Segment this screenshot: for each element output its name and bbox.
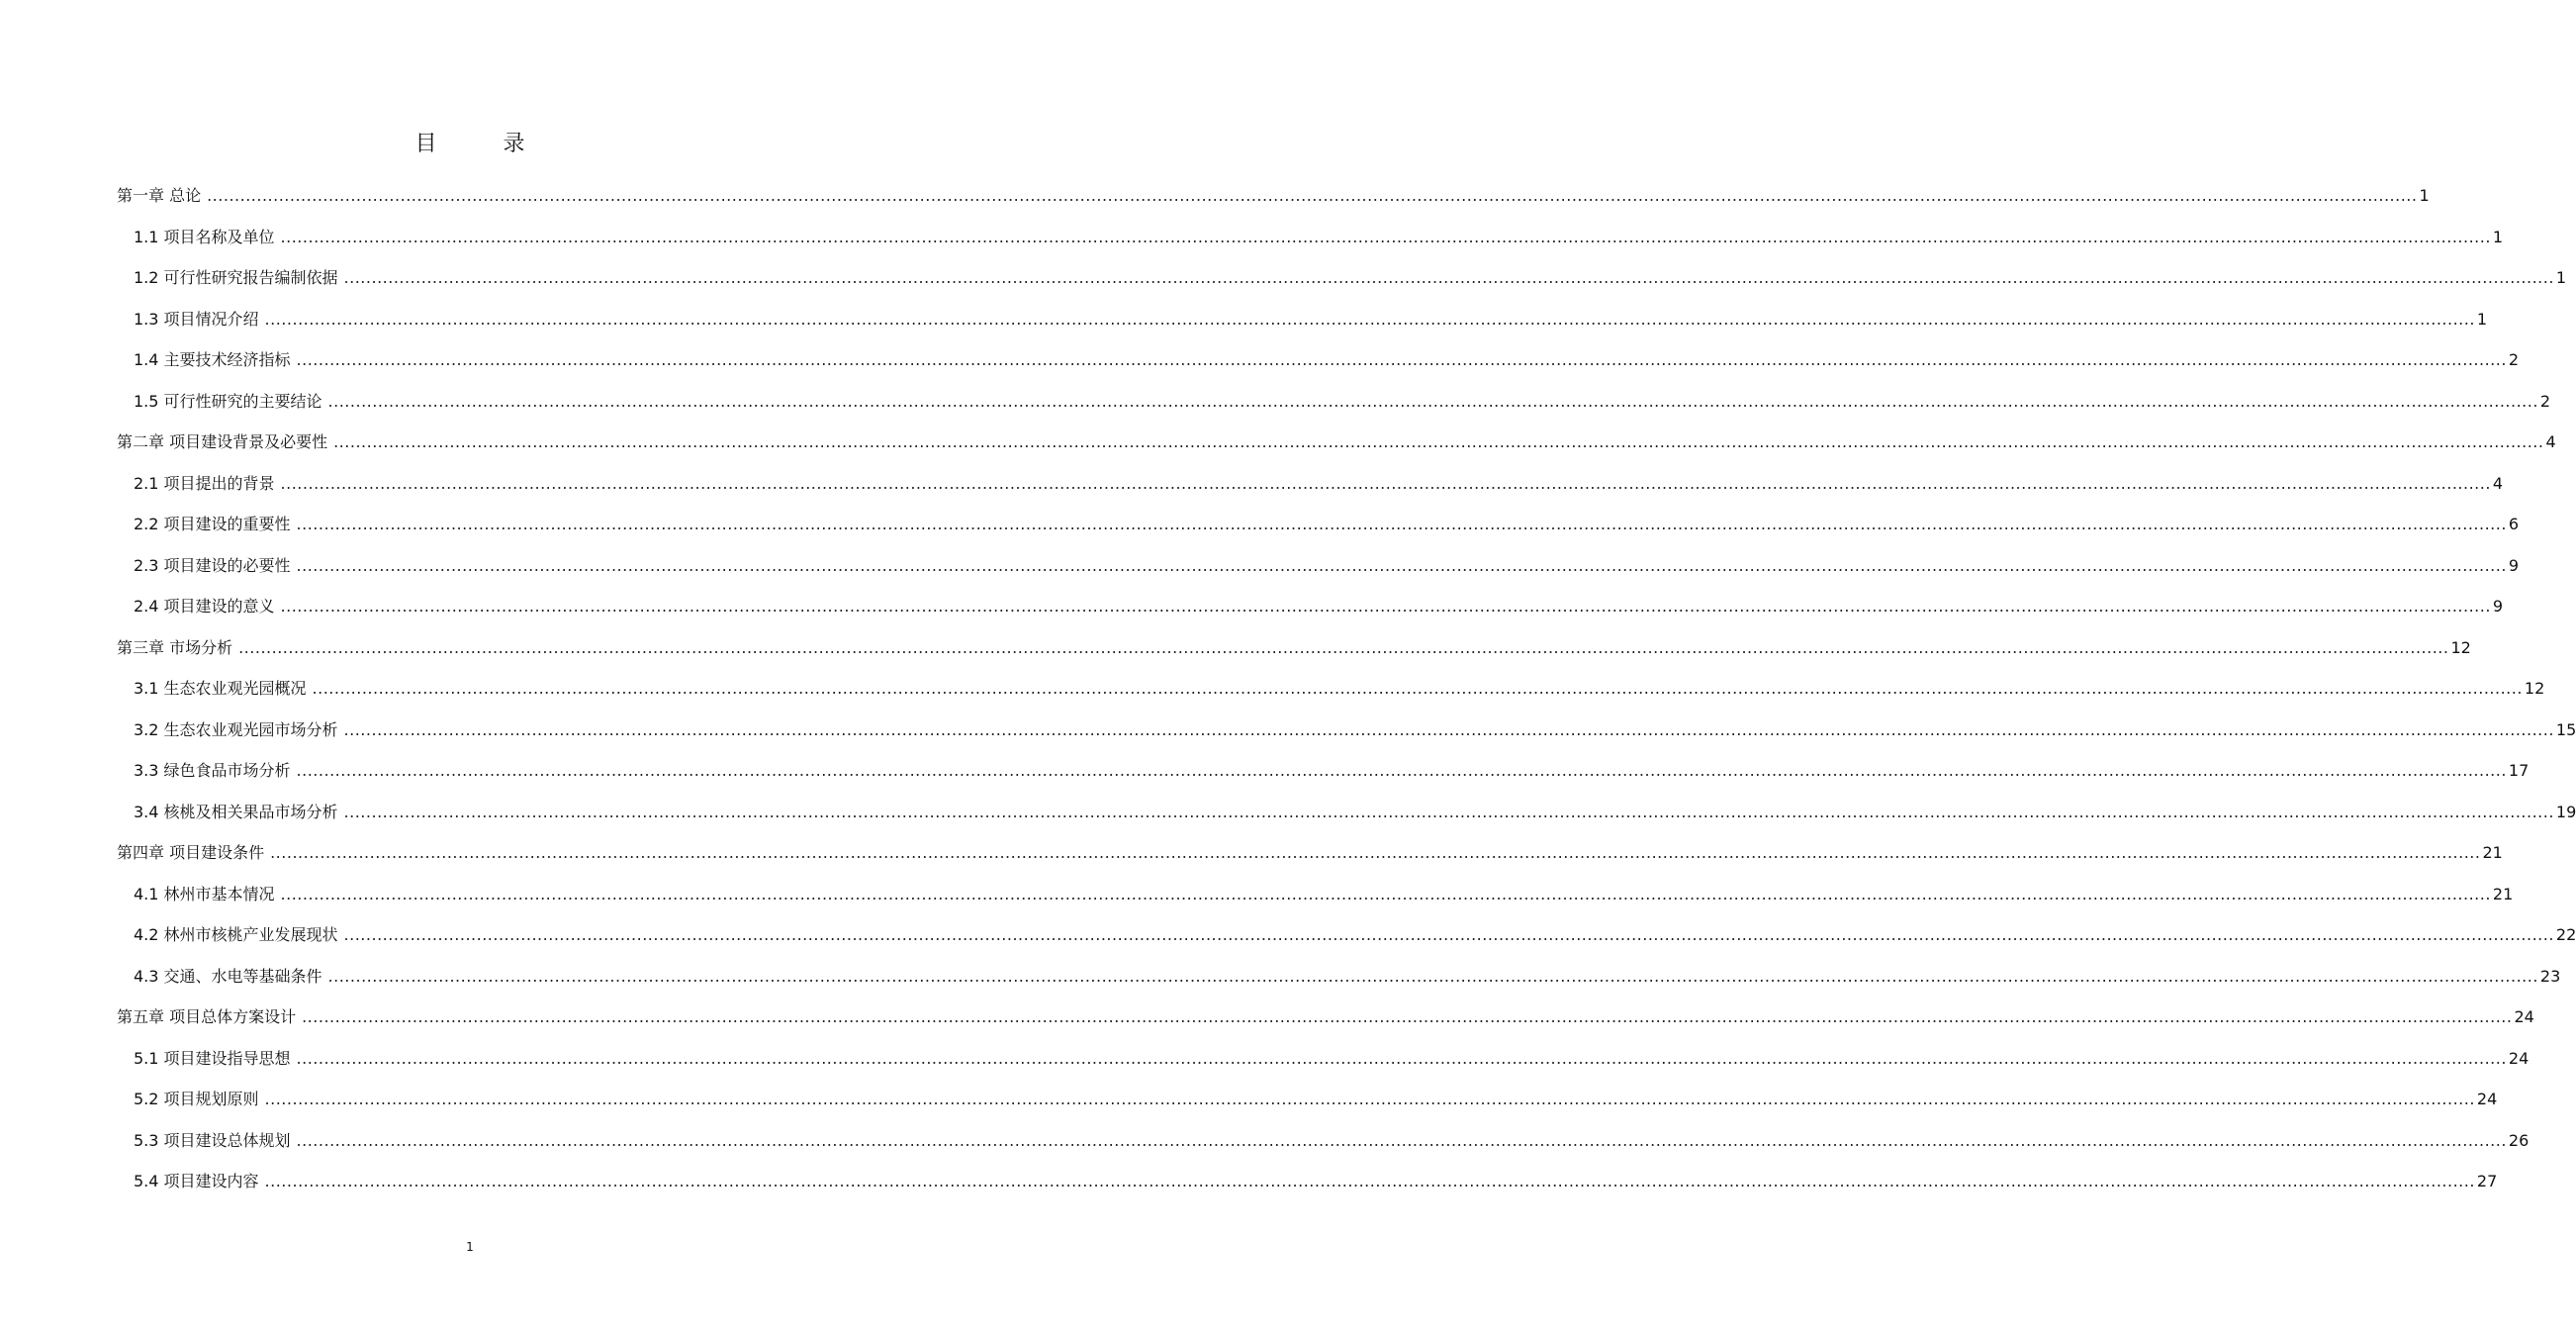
toc-section-entry[interactable] bbox=[134, 751, 2530, 781]
toc-dot-leader: ................................................................................................................................................................................................................................................................................................................................................................................................................ bbox=[296, 350, 2507, 369]
toc-dot-leader: ................................................................................................................................................................................................................................................................................................................................................................................................................ bbox=[264, 309, 2475, 329]
toc-dot-leader: ................................................................................................................................................................................................................................................................................................................................................................................................................ bbox=[327, 966, 2538, 986]
toc-entry-label: 4.3 交通、水电等基础条件 bbox=[134, 966, 322, 986]
toc-dot-leader: ................................................................................................................................................................................................................................................................................................................................................................................................................ bbox=[327, 391, 2538, 411]
toc-entry-label: 1.1 项目名称及单位 bbox=[134, 227, 275, 246]
toc-entry-page: 27 bbox=[2476, 1172, 2498, 1190]
toc-section-entry[interactable] bbox=[134, 1162, 2498, 1191]
toc-entry-label: 2.3 项目建设的必要性 bbox=[134, 555, 291, 575]
toc-entry-label: 3.3 绿色食品市场分析 bbox=[134, 761, 291, 780]
toc-section-entry[interactable] bbox=[134, 258, 2567, 288]
toc-entry-page: 1 bbox=[2419, 186, 2430, 205]
toc-entry-page: 1 bbox=[2476, 309, 2488, 329]
toc-dot-leader: ................................................................................................................................................................................................................................................................................................................................................................................................................ bbox=[312, 679, 2523, 698]
toc-entry-page: 6 bbox=[2508, 515, 2520, 533]
toc-chapter-entry[interactable] bbox=[117, 176, 2430, 206]
toc-entry-page: 4 bbox=[2545, 432, 2556, 451]
toc-entry-label: 5.3 项目建设总体规划 bbox=[134, 1130, 291, 1150]
toc-dot-leader: ................................................................................................................................................................................................................................................................................................................................................................................................................ bbox=[280, 597, 2491, 616]
toc-entry-page: 1 bbox=[2555, 268, 2567, 287]
toc-entry-page: 23 bbox=[2539, 966, 2561, 986]
toc-dot-leader: ................................................................................................................................................................................................................................................................................................................................................................................................................ bbox=[296, 1130, 2507, 1150]
toc-dot-leader: ................................................................................................................................................................................................................................................................................................................................................................................................................ bbox=[343, 925, 2554, 944]
toc-entry-label: 1.3 项目情况介绍 bbox=[134, 309, 259, 329]
toc-entry-page: 24 bbox=[2514, 1007, 2534, 1026]
toc-chapter-entry[interactable] bbox=[117, 998, 2534, 1027]
toc-section-entry[interactable] bbox=[134, 464, 2504, 494]
toc-entry-page: 22 bbox=[2555, 925, 2576, 944]
toc-entry-label: 第一章 总论 bbox=[117, 186, 202, 205]
toc-entry-label: 1.2 可行性研究报告编制依据 bbox=[134, 268, 338, 287]
toc-dot-leader: ................................................................................................................................................................................................................................................................................................................................................................................................................ bbox=[264, 1090, 2475, 1108]
toc-entry-label: 1.5 可行性研究的主要结论 bbox=[134, 391, 322, 411]
toc-dot-leader: ................................................................................................................................................................................................................................................................................................................................................................................................................ bbox=[280, 473, 2491, 493]
toc-dot-leader: ................................................................................................................................................................................................................................................................................................................................................................................................................ bbox=[207, 186, 2418, 205]
toc-entry-page: 26 bbox=[2508, 1130, 2530, 1150]
toc-dot-leader: ................................................................................................................................................................................................................................................................................................................................................................................................................ bbox=[296, 555, 2507, 575]
toc-entry-page: 19 bbox=[2555, 802, 2576, 821]
toc-dot-leader: ................................................................................................................................................................................................................................................................................................................................................................................................................ bbox=[296, 515, 2507, 533]
toc-section-entry[interactable] bbox=[134, 340, 2520, 370]
toc-section-entry[interactable] bbox=[134, 546, 2520, 576]
toc-entry-page: 24 bbox=[2508, 1048, 2530, 1068]
toc-entry-label: 1.4 主要技术经济指标 bbox=[134, 350, 291, 369]
toc-entry-page: 17 bbox=[2508, 761, 2530, 780]
toc-dot-leader: ................................................................................................................................................................................................................................................................................................................................................................................................................ bbox=[296, 1048, 2507, 1068]
toc-entry-page: 21 bbox=[2482, 843, 2503, 862]
toc-entry-label: 5.2 项目规划原则 bbox=[134, 1090, 259, 1108]
toc-entry-label: 3.2 生态农业观光园市场分析 bbox=[134, 719, 338, 739]
toc-entry-label: 5.1 项目建设指导思想 bbox=[134, 1048, 291, 1068]
toc-entry-page: 15 bbox=[2555, 719, 2576, 739]
toc-section-entry[interactable] bbox=[134, 300, 2488, 330]
toc-dot-leader: ................................................................................................................................................................................................................................................................................................................................................................................................................ bbox=[343, 719, 2554, 739]
toc-entry-page: 12 bbox=[2524, 679, 2545, 698]
toc-entry-label: 第五章 项目总体方案设计 bbox=[117, 1007, 297, 1026]
toc-dot-leader: ................................................................................................................................................................................................................................................................................................................................................................................................................ bbox=[333, 432, 2544, 451]
toc-entry-label: 3.1 生态农业观光园概况 bbox=[134, 679, 307, 698]
toc-section-entry[interactable] bbox=[134, 1121, 2530, 1151]
toc-dot-leader: ................................................................................................................................................................................................................................................................................................................................................................................................................ bbox=[280, 227, 2491, 246]
page-number: 1 bbox=[466, 1240, 474, 1254]
toc-section-entry[interactable] bbox=[134, 711, 2576, 740]
toc-section-entry[interactable] bbox=[134, 875, 2514, 904]
toc-entry-page: 1 bbox=[2492, 227, 2504, 246]
toc-dot-leader: ................................................................................................................................................................................................................................................................................................................................................................................................................ bbox=[270, 843, 2481, 862]
toc-entry-label: 5.4 项目建设内容 bbox=[134, 1172, 259, 1190]
toc-dot-leader: ................................................................................................................................................................................................................................................................................................................................................................................................................ bbox=[302, 1007, 2513, 1026]
toc-section-entry[interactable] bbox=[134, 587, 2504, 617]
toc-chapter-entry[interactable] bbox=[117, 423, 2556, 452]
toc-entry-label: 4.2 林州市核桃产业发展现状 bbox=[134, 925, 338, 944]
toc-dot-leader: ................................................................................................................................................................................................................................................................................................................................................................................................................ bbox=[264, 1172, 2475, 1190]
toc-section-entry[interactable] bbox=[134, 218, 2504, 247]
toc-entry-label: 2.2 项目建设的重要性 bbox=[134, 515, 291, 533]
toc-dot-leader: ................................................................................................................................................................................................................................................................................................................................................................................................................ bbox=[343, 268, 2554, 287]
toc-chapter-entry[interactable] bbox=[117, 628, 2471, 658]
toc-entry-label: 2.4 项目建设的意义 bbox=[134, 597, 275, 616]
toc-dot-leader: ................................................................................................................................................................................................................................................................................................................................................................................................................ bbox=[280, 884, 2491, 903]
toc-section-entry[interactable] bbox=[134, 793, 2576, 822]
toc-entry-label: 2.1 项目提出的背景 bbox=[134, 473, 275, 493]
toc-dot-leader: ................................................................................................................................................................................................................................................................................................................................................................................................................ bbox=[343, 802, 2554, 821]
toc-entry-page: 24 bbox=[2476, 1090, 2498, 1108]
toc-entry-label: 第二章 项目建设背景及必要性 bbox=[117, 432, 328, 451]
toc-entry-label: 4.1 林州市基本情况 bbox=[134, 884, 275, 903]
toc-chapter-entry[interactable] bbox=[117, 833, 2503, 863]
toc-entry-label: 第四章 项目建设条件 bbox=[117, 843, 265, 862]
toc-entry-page: 2 bbox=[2508, 350, 2520, 369]
toc-entry-page: 9 bbox=[2508, 555, 2520, 575]
toc-entry-page: 2 bbox=[2539, 391, 2551, 411]
toc-dot-leader: ................................................................................................................................................................................................................................................................................................................................................................................................................ bbox=[296, 761, 2507, 780]
toc-dot-leader: ................................................................................................................................................................................................................................................................................................................................................................................................................ bbox=[238, 637, 2449, 657]
toc-entry-page: 21 bbox=[2492, 884, 2514, 903]
toc-section-entry[interactable] bbox=[134, 1039, 2530, 1069]
toc-entry-page: 9 bbox=[2492, 597, 2504, 616]
toc-section-entry[interactable] bbox=[134, 957, 2561, 987]
toc-entry-label: 3.4 核桃及相关果品市场分析 bbox=[134, 802, 338, 821]
toc-section-entry[interactable] bbox=[134, 1080, 2498, 1109]
toc-section-entry[interactable] bbox=[134, 915, 2576, 945]
toc-section-entry[interactable] bbox=[134, 505, 2520, 534]
toc-title: 目 录 bbox=[414, 132, 555, 156]
toc-entry-page: 12 bbox=[2450, 637, 2471, 657]
toc-entry-page: 4 bbox=[2492, 473, 2504, 493]
toc-section-entry[interactable] bbox=[134, 382, 2551, 412]
toc-entry-label: 第三章 市场分析 bbox=[117, 637, 233, 657]
toc-section-entry[interactable] bbox=[134, 669, 2545, 699]
